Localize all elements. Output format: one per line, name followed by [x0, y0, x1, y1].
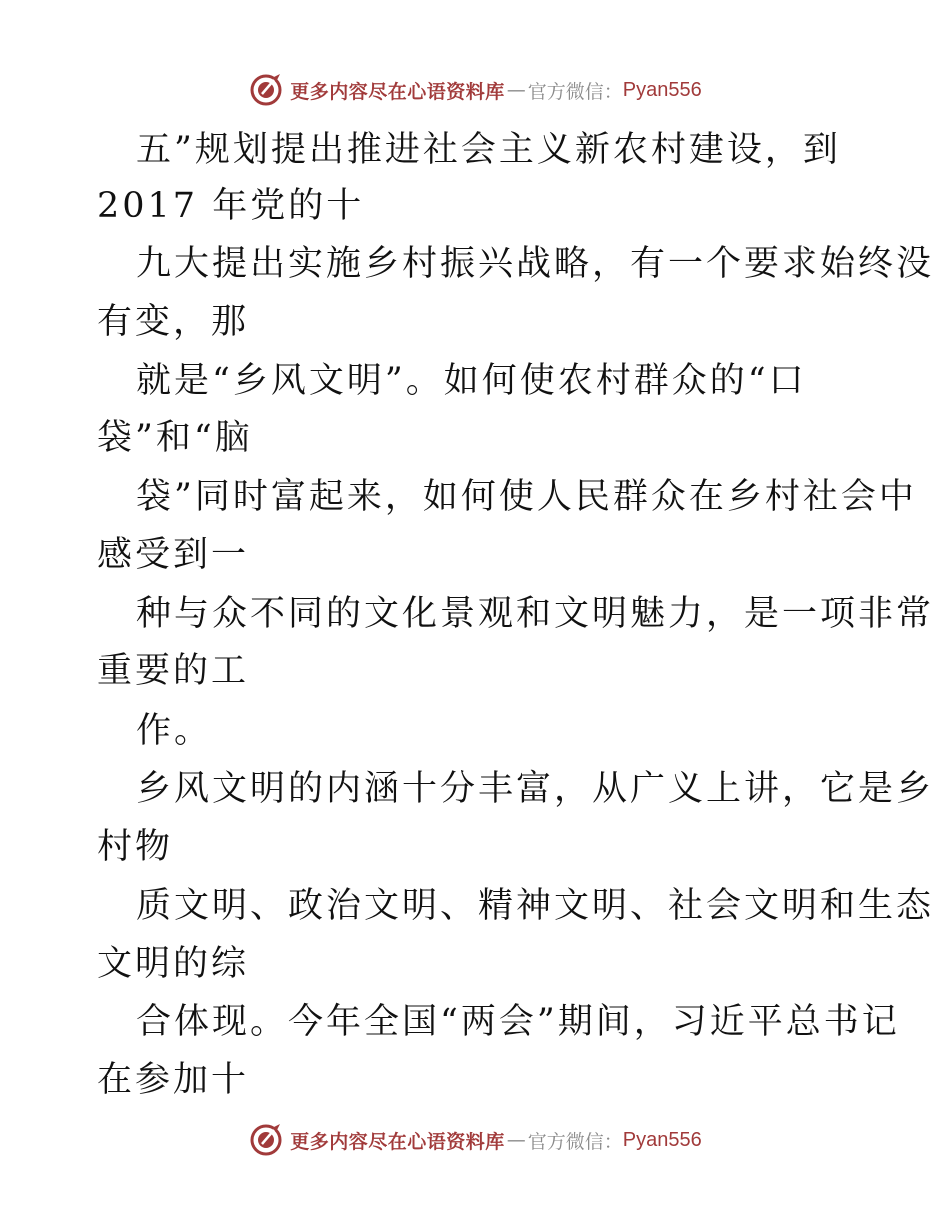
footer-banner — [0, 1120, 950, 1160]
pen-nib-logo-icon — [248, 1122, 284, 1158]
body-line: 有变，那 — [97, 302, 250, 342]
body-line: 就是“乡风文明”。如何使农村群众的“口 — [136, 361, 807, 401]
body-line: 作。 — [136, 711, 213, 751]
header-dash: — — [506, 79, 526, 101]
body-line: 在参加十 — [97, 1060, 250, 1100]
body-line: 种与众不同的文化景观和文明魅力，是一项非常 — [136, 594, 935, 634]
header-account-id: Pyan556 — [622, 78, 702, 101]
body-line: 村物 — [97, 827, 174, 867]
body-line: 质文明、政治文明、精神文明、社会文明和生态 — [136, 886, 935, 926]
body-line: 九大提出实施乡村振兴战略，有一个要求始终没 — [136, 244, 935, 284]
body-line: 感受到一 — [97, 535, 250, 575]
pen-nib-logo-icon — [248, 72, 284, 108]
header-brand-text: 更多内容尽在心语资料库 — [290, 80, 505, 103]
footer-brand-text: 更多内容尽在心语资料库 — [290, 1130, 505, 1153]
body-line: 五”规划提出推进社会主义新农村建设，到 — [136, 130, 841, 170]
header-label-text: 官方微信： — [527, 80, 623, 103]
body-line: 袋”同时富起来，如何使人民群众在乡村社会中 — [136, 477, 917, 517]
body-line: 乡风文明的内涵十分丰富，从广义上讲，它是乡 — [136, 769, 935, 809]
header-banner — [0, 70, 950, 110]
body-line: 合体现。今年全国“两会”期间，习近平总书记 — [136, 1002, 900, 1042]
footer-account-id: Pyan556 — [622, 1128, 702, 1151]
body-line: 袋”和“脑 — [97, 418, 253, 458]
footer-label-text: 官方微信： — [527, 1130, 623, 1153]
body-line: 2017 年党的十 — [97, 186, 365, 226]
body-line: 重要的工 — [97, 651, 250, 691]
body-line: 文明的综 — [97, 944, 250, 984]
footer-dash: — — [506, 1129, 526, 1151]
